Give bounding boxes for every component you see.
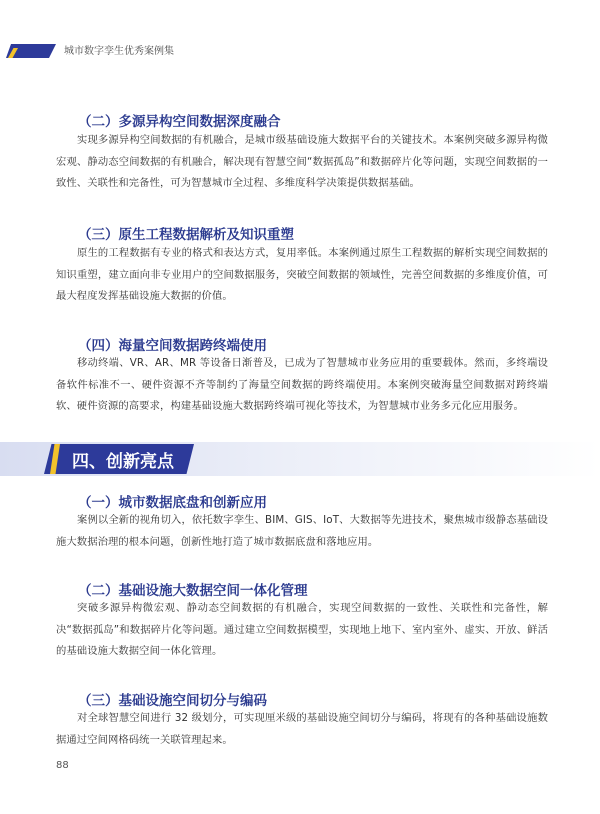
- innovation-heading-1: （一）城市数据底盘和创新应用: [78, 495, 267, 511]
- innovation-paragraph-3: 对全球智慧空间进行 32 级划分，可实现厘米级的基础设施空间切分与编码，将现有的各种基础设施数据通过空间网格码统一关联管理起来。: [56, 712, 548, 746]
- major-section-title: 四、创新亮点: [72, 452, 174, 472]
- innovation-paragraph-2: 突破多源异构微宏观、静动态空间数据的有机融合，实现空间数据的一致性、关联性和完备性，解决“数据孤岛”和数据碎片化等问题。通过建立空间数据模型，实现地上地下、室内室外、虚实、开放、鲜活的基础设施大数据空间一体化管理。: [56, 602, 548, 657]
- innovation-paragraph-1: 案例以全新的视角切入，依托数字孪生、BIM、GIS、IoT、大数据等先进技术，聚焦城市级静态基础设施大数据治理的根本问题，创新性地打造了城市数据底盘和落地应用。: [56, 514, 548, 548]
- page-number: 88: [56, 760, 69, 771]
- section-heading-2: （二）多源异构空间数据深度融合: [78, 114, 281, 130]
- innovation-heading-2: （二）基础设施大数据空间一体化管理: [78, 583, 308, 599]
- section-heading-4: （四）海量空间数据跨终端使用: [78, 338, 267, 354]
- header-title: 城市数字孪生优秀案例集: [64, 46, 174, 57]
- innovation-heading-3: （三）基础设施空间切分与编码: [78, 693, 267, 709]
- section-paragraph-2: 实现多源异构空间数据的有机融合，是城市级基础设施大数据平台的关键技术。本案例突破多源异构微宏观、静动态空间数据的有机融合，解决现有智慧空间“数据孤岛”和数据碎片化等问题，实现空间数据的一致性、关联性和完备性，可为智慧城市全过程、多维度科学决策提供数据基础。: [56, 134, 548, 189]
- section-paragraph-4: 移动终端、VR、AR、MR 等设备日渐普及，已成为了智慧城市业务应用的重要载体。然而，多终端设备软件标准不一、硬件资源不齐等制约了海量空间数据的跨终端使用。本案例突破海量空间数据对跨终端软、硬件资源的高要求，构建基础设施大数据跨终端可视化等技术，为智慧城市业务多元化应用服务。: [56, 357, 548, 412]
- section-paragraph-3: 原生的工程数据有专业的格式和表达方式，复用率低。本案例通过原生工程数据的解析实现空间数据的知识重塑，建立面向非专业用户的空间数据服务，突破空间数据的领域性，完善空间数据的多维度价值，可最大程度发挥基础设施大数据的价值。: [56, 247, 548, 302]
- section-heading-3: （三）原生工程数据解析及知识重塑: [78, 227, 294, 243]
